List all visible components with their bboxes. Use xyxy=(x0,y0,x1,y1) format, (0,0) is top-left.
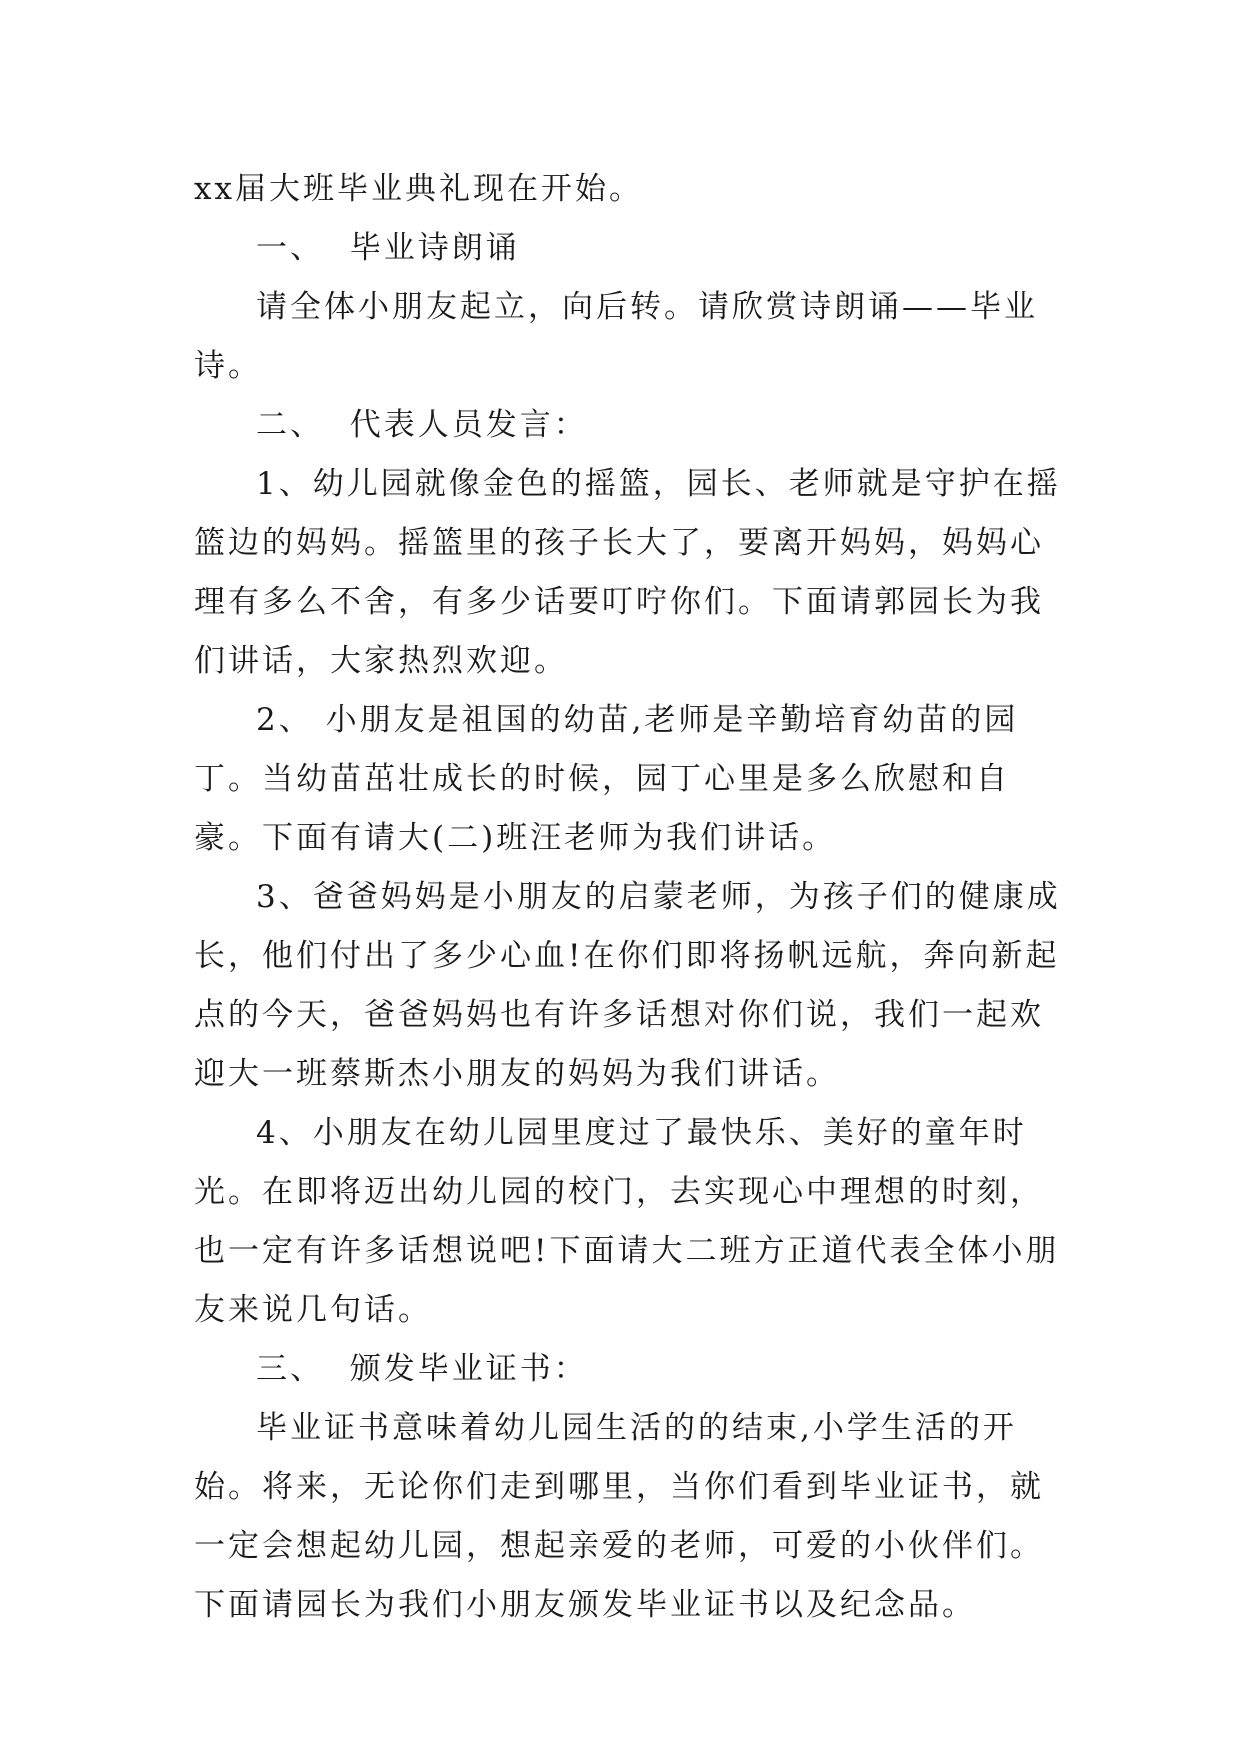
document-body xyxy=(194,160,1064,1635)
section-heading-poem: 一、 毕业诗朗诵 xyxy=(256,230,520,266)
section-heading-speeches: 二、 代表人员发言： xyxy=(256,407,588,443)
paragraph-speech-3: 3、爸爸妈妈是小朋友的启蒙老师，为孩子们的健康成长，他们付出了多少心血!在你们即将扬帆远航，奔向新起点的今天，爸爸妈妈也有许多话想对你们说，我们一起欢迎大一班蔡斯杰小朋友的妈妈为我们讲话。 xyxy=(194,879,1061,1092)
paragraph-speech-1: 1、幼儿园就像金色的摇篮，园长、老师就是守护在摇篮边的妈妈。摇篮里的孩子长大了，要离开妈妈，妈妈心理有多么不舍，有多少话要叮咛你们。下面请郭园长为我们讲话，大家热烈欢迎。 xyxy=(194,466,1061,679)
paragraph-certificates: 毕业证书意味着幼儿园生活的的结束,小学生活的开始。将来，无论你们走到哪里，当你们看到毕业证书，就一定会想起幼儿园，想起亲爱的老师，可爱的小伙伴们。下面请园长为我们小朋友颁发毕业证书以及纪念品。 xyxy=(194,1410,1044,1623)
paragraph-opening: xx届大班毕业典礼现在开始。 xyxy=(194,171,643,207)
section-heading-certificates: 三、 颁发毕业证书： xyxy=(256,1351,588,1387)
paragraph-speech-4: 4、小朋友在幼儿园里度过了最快乐、美好的童年时光。在即将迈出幼儿园的校门，去实现心中理想的时刻，也一定有许多话想说吧!下面请大二班方正道代表全体小朋友来说几句话。 xyxy=(194,1115,1060,1328)
paragraph-poem: 请全体小朋友起立，向后转。请欣赏诗朗诵——毕业诗。 xyxy=(194,289,1038,384)
paragraph-speech-2: 2、 小朋友是祖国的幼苗,老师是辛勤培育幼苗的园丁。当幼苗茁壮成长的时候，园丁心里是多么欣慰和自豪。下面有请大(二)班汪老师为我们讲话。 xyxy=(194,702,1019,856)
